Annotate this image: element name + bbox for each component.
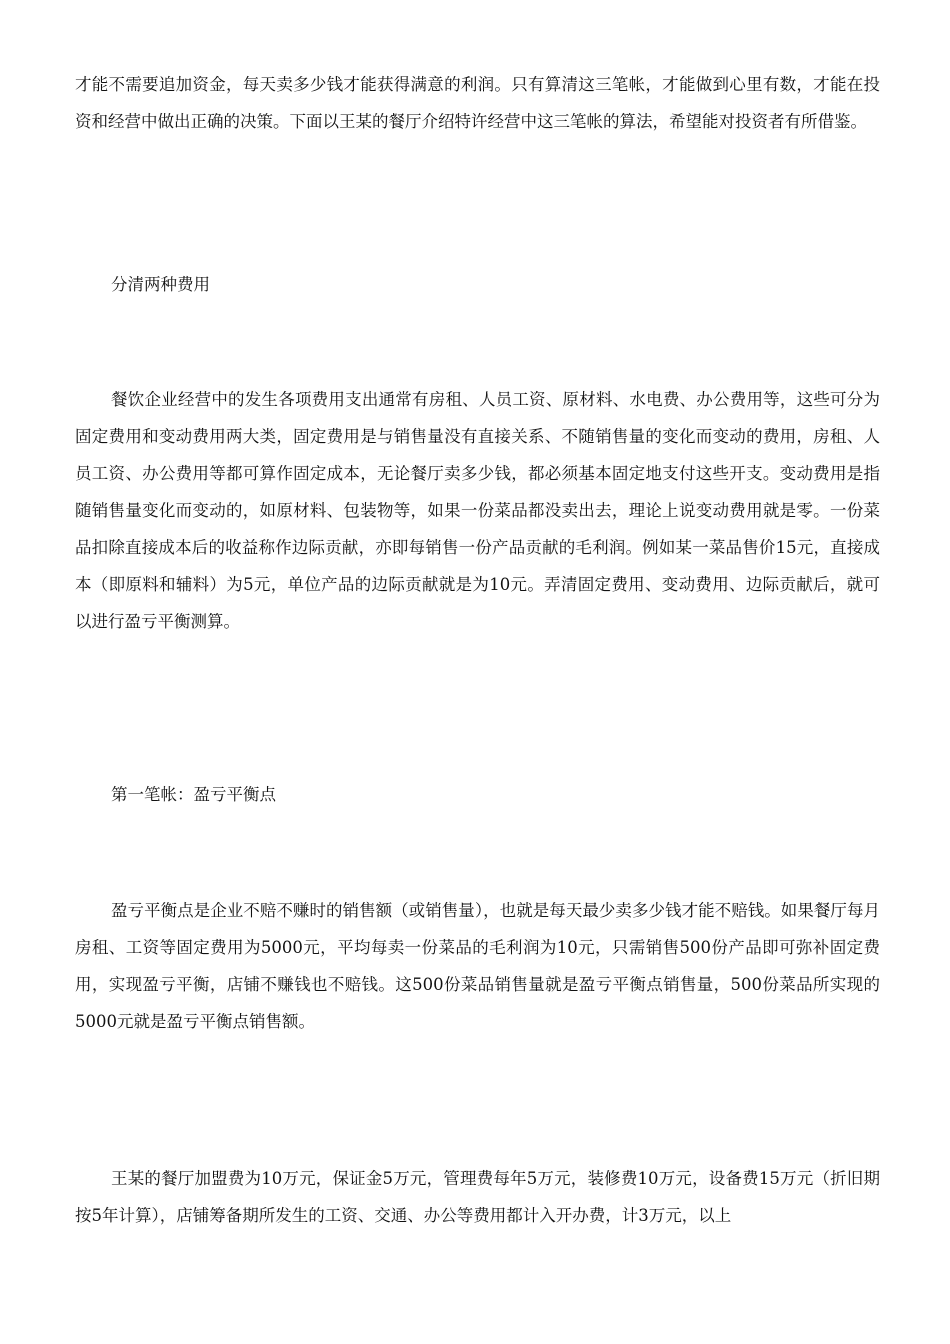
breakeven-paragraph: 盈亏平衡点是企业不赔不赚时的销售额（或销售量），也就是每天最少卖多少钱才能不赔钱。如果餐厅每月房租、工资等固定费用为5000元，平均每卖一份菜品的毛利润为10元，只需销售500份产品即可弥补固定费用，实现盈亏平衡，店铺不赚钱也不赔钱。这500份菜品销售量就是盈亏平衡点销售量，500份菜品所实现的5000元就是盈亏平衡点销售额。	[75, 901, 880, 1031]
costs-paragraph: 餐饮企业经营中的发生各项费用支出通常有房租、人员工资、原材料、水电费、办公费用等，这些可分为固定费用和变动费用两大类，固定费用是与销售量没有直接关系、不随销售量的变化而变动的费用，房租、人员工资、办公费用等都可算作固定成本，无论餐厅卖多少钱，都必须基本固定地支付这些开支。变动费用是指随销售量变化而变动的，如原材料、包装物等，如果一份菜品都没卖出去，理论上说变动费用就是零。一份菜品扣除直接成本后的收益称作边际贡献，亦即每销售一份产品贡献的毛利润。例如某一菜品售价15元，直接成本（即原料和辅料）为5元，单位产品的边际贡献就是为10元。弄清固定费用、变动费用、边际贡献后，就可以进行盈亏平衡测算。	[75, 390, 880, 631]
wang-case-paragraph: 王某的餐厅加盟费为10万元，保证金5万元，管理费每年5万元，装修费10万元，设备费15万元（折旧期按5年计算），店铺筹备期所发生的工资、交通、办公等费用都计入开办费，计3万元，以上	[75, 1169, 880, 1225]
section-heading-two-costs: 分清两种费用	[111, 275, 210, 294]
intro-paragraph: 才能不需要追加资金，每天卖多少钱才能获得满意的利润。只有算清这三笔帐，才能做到心里有数，才能在投资和经营中做出正确的决策。下面以王某的餐厅介绍特许经营中这三笔帐的算法，希望能对投资者有所借鉴。	[75, 75, 880, 131]
section-heading-first-account: 第一笔帐：盈亏平衡点	[111, 785, 276, 804]
